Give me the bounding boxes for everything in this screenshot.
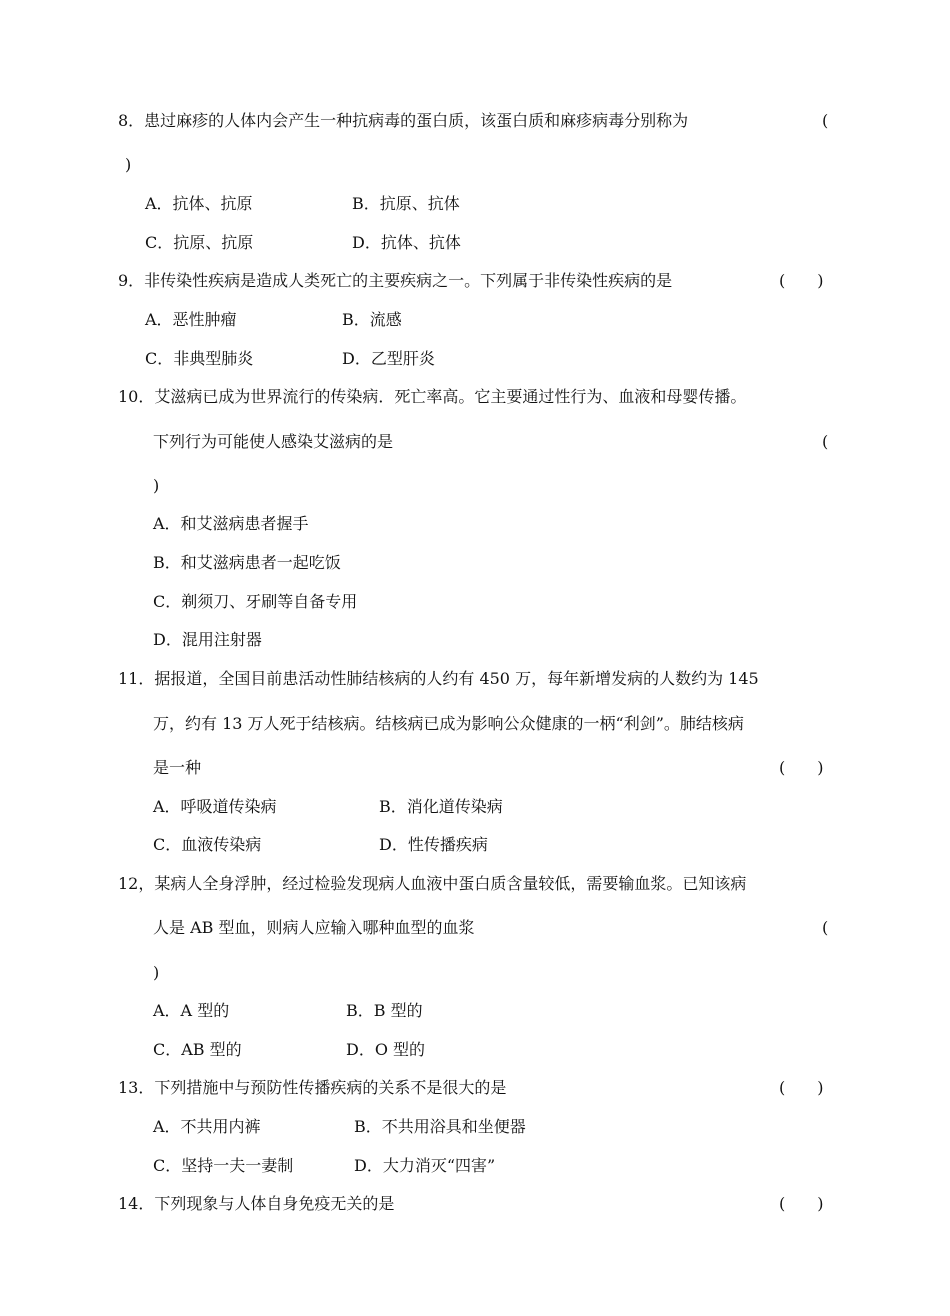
q10-stem-line-2: 下列行为可能使人感染艾滋病的是 [153, 432, 394, 451]
q11-bracket: ( ) [779, 758, 824, 777]
q9-option-a: A．恶性肿瘤 [145, 310, 237, 329]
q8-option-d: D．抗体、抗体 [352, 233, 461, 252]
q10-option-c: C．剃须刀、牙刷等自备专用 [153, 592, 358, 611]
q14-bracket: ( ) [779, 1194, 824, 1213]
q12-stem-line-2: 人是 AB 型血，则病人应输入哪种血型的血浆 [153, 918, 475, 937]
q8-bracket-close: ) [125, 155, 132, 174]
q10-bracket-open: ( [822, 432, 829, 451]
q9-option-b: B．流感 [342, 310, 402, 329]
q11-option-a: A．呼吸道传染病 [153, 797, 277, 816]
q8-stem: 8．患过麻疹的人体内会产生一种抗病毒的蛋白质，该蛋白质和麻疹病毒分别称为 [118, 111, 689, 130]
q12-stem-line-1: 12，某病人全身浮肿，经过检验发现病人血液中蛋白质含量较低，需要输血浆。已知该病 [118, 874, 747, 893]
q10-option-b: B．和艾滋病患者一起吃饭 [153, 553, 341, 572]
q13-stem: 13．下列措施中与预防性传播疾病的关系不是很大的是 [118, 1078, 507, 1097]
q8-option-c: C．抗原、抗原 [145, 233, 254, 252]
q9-bracket: ( ) [779, 271, 824, 290]
q10-stem-line-1: 10．艾滋病已成为世界流行的传染病．死亡率高。它主要通过性行为、血液和母婴传播。 [118, 387, 747, 406]
q12-option-d: D．O 型的 [346, 1040, 426, 1059]
q11-option-c: C．血液传染病 [153, 835, 262, 854]
q13-bracket: ( ) [779, 1078, 824, 1097]
q9-option-d: D．乙型肝炎 [342, 349, 435, 368]
q11-stem-line-2: 万，约有 13 万人死于结核病。结核病已成为影响公众健康的一柄“利剑”。肺结核病 [153, 714, 744, 733]
q13-option-c: C．坚持一夫一妻制 [153, 1156, 294, 1175]
q10-option-d: D．混用注射器 [153, 630, 262, 649]
q12-bracket-open: ( [822, 918, 829, 937]
q12-option-c: C．AB 型的 [153, 1040, 242, 1059]
q11-stem-line-3: 是一种 [153, 758, 202, 777]
q8-bracket-open: ( [822, 111, 829, 130]
q13-option-a: A．不共用内裤 [153, 1117, 261, 1136]
q11-option-d: D．性传播疾病 [379, 835, 488, 854]
q12-option-b: B．B 型的 [346, 1001, 423, 1020]
q13-option-d: D．大力消灭“四害” [354, 1156, 496, 1175]
q12-bracket-close: ) [153, 963, 160, 982]
q8-option-a: A．抗体、抗原 [145, 194, 253, 213]
q11-option-b: B．消化道传染病 [379, 797, 503, 816]
q10-option-a: A．和艾滋病患者握手 [153, 514, 309, 533]
q14-stem: 14．下列现象与人体自身免疫无关的是 [118, 1194, 395, 1213]
q9-stem: 9．非传染性疾病是造成人类死亡的主要疾病之一。下列属于非传染性疾病的是 [118, 271, 673, 290]
q11-stem-line-1: 11．据报道，全国目前患活动性肺结核病的人约有 450 万，每年新增发病的人数约为 145 [118, 669, 759, 688]
q9-option-c: C．非典型肺炎 [145, 349, 254, 368]
q13-option-b: B．不共用浴具和坐便器 [354, 1117, 526, 1136]
q10-bracket-close: ) [153, 476, 160, 495]
q12-option-a: A．A 型的 [153, 1001, 230, 1020]
q8-option-b: B．抗原、抗体 [352, 194, 460, 213]
